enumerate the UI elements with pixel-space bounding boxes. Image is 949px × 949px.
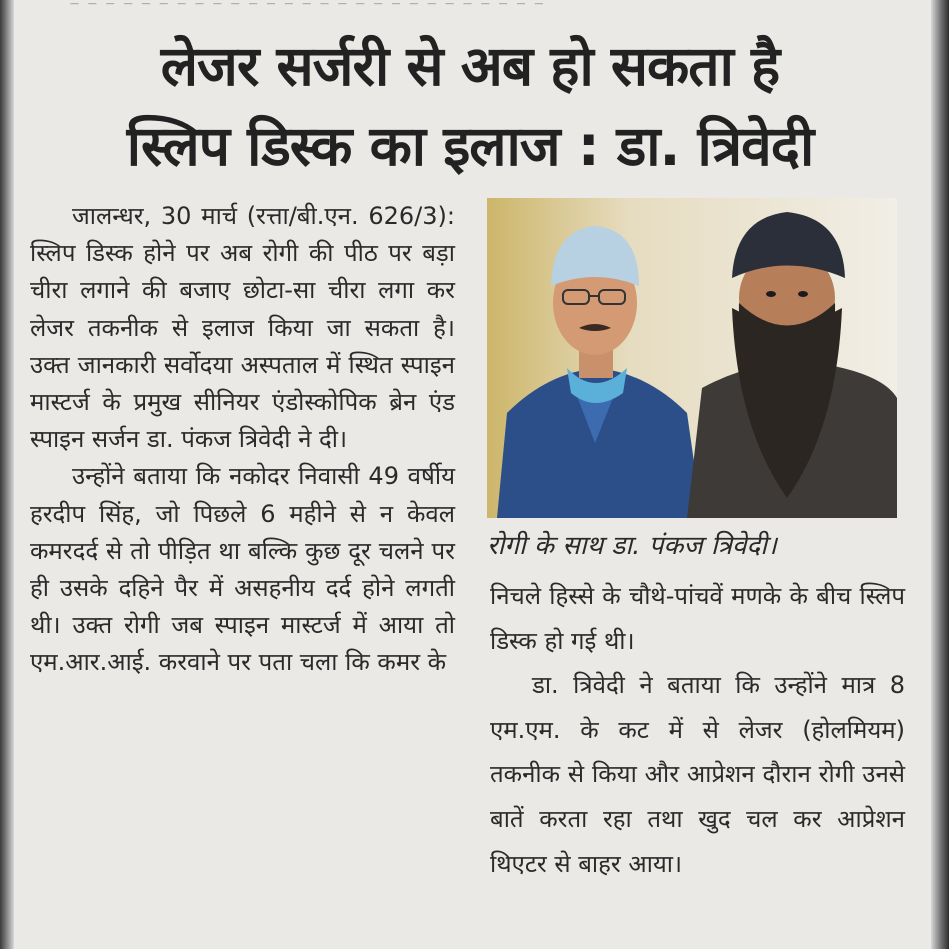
article-paragraph-1: जालन्धर, 30 मार्च (रत्ता/बी.एन. 626/3): स्लिप डिस्क होने पर अब रोगी की पीठ पर बड़ा चीरा लगाने की बजाए छोटा-सा चीरा लगा कर लेजर तकनीक से इलाज किया जा सकता है। उक्त जानकारी सर्वोदया अस्पताल में स्थित स्पाइन मास्टर्ज के प्रमुख सीनियर एंडोस्कोपिक ब्रेन एंड स्पाइन सर्जन डा. पंकज त्रिवेदी ने दी। [30, 202, 455, 454]
article-column-left [30, 198, 455, 682]
page-edge-left [0, 0, 14, 949]
page-edge-right [931, 0, 949, 949]
headline-line-1: लेजर सर्जरी से अब हो सकता है [160, 34, 780, 98]
article-paragraph-3: निचले हिस्से के चौथे-पांचवें मणके के बीच स्लिप डिस्क हो गई थी। [490, 582, 905, 655]
article-paragraph-2: उन्होंने बताया कि नकोदर निवासी 49 वर्षीय हरदीप सिंह, जो पिछले 6 महीने से न केवल कमरदर्द से तो पीड़ित था बल्कि कुछ दूर चलने पर ही उसके दहिने पैर में असहनीय दर्द होने लगती थी। उक्त रोगी जब स्पाइन मास्टर्ज में आया तो एम.आर.आई. करवाने पर पता चला कि कमर के [30, 462, 455, 677]
article-column-right [490, 574, 905, 886]
news-photo [487, 198, 897, 518]
headline-line-2: स्लिप डिस्क का इलाज : डा. त्रिवेदी [126, 114, 814, 178]
previous-article-strip: — — — — — — — — — — — — — — — — — — — — — — — — — — — [70, 0, 547, 8]
article-paragraph-4: डा. त्रिवेदी ने बताया कि उन्होंने मात्र 8 एम.एम. के कट में से लेजर (होलमियम) तकनीक से किया और आप्रेशन दौरान रोगी उनसे बातें करता रहा तथा खुद चल कर आप्रेशन थिएटर से बाहर आया। [490, 671, 905, 878]
photo-caption: रोगी के साथ डा. पंकज त्रिवेदी। [487, 531, 777, 561]
photo-illustration [487, 198, 897, 518]
